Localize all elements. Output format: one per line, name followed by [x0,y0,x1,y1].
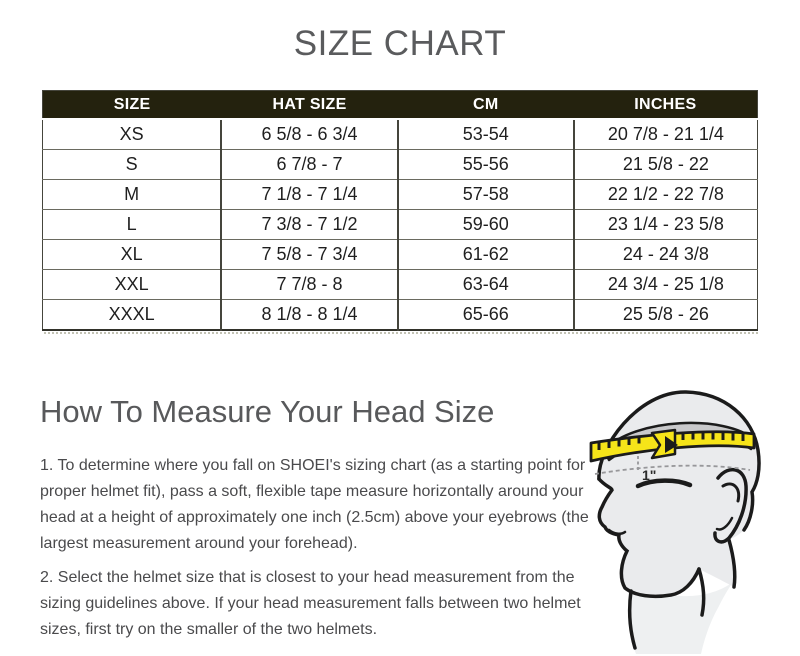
table-row [43,210,758,240]
head-measurement-illustration [583,388,800,656]
column-header: HAT SIZE [221,91,398,120]
measure-heading: How To Measure Your Head Size [40,394,495,429]
table-cell: 8 1/8 - 8 1/4 [221,300,398,331]
table-cell: 20 7/8 - 21 1/4 [574,119,758,150]
table-row [43,240,758,270]
table-cell: 65-66 [398,300,574,331]
measure-step-2: 2. Select the helmet size that is closest to your head measurement from the sizing guidelines above. If your head measurement falls between two helmet sizes, first try on the smaller of the two helmets. [40,569,581,638]
table-cell: XXL [43,270,222,300]
table-cell: 63-64 [398,270,574,300]
table-cell: 55-56 [398,150,574,180]
column-header: CM [398,91,574,120]
table-cell: 24 3/4 - 25 1/8 [574,270,758,300]
table-cell: 6 5/8 - 6 3/4 [221,119,398,150]
table-cell: L [43,210,222,240]
table-cell: 59-60 [398,210,574,240]
table-cell: 7 5/8 - 7 3/4 [221,240,398,270]
table-cell: 24 - 24 3/8 [574,240,758,270]
table-cell: 61-62 [398,240,574,270]
measure-step-1: 1. To determine where you fall on SHOEI's sizing chart (as a starting point for proper helmet fit), pass a soft, flexible tape measure horizontally around your head at a height of approximately one inch (2.5cm) above your eyebrows (the largest measurement around your forehead). [40,457,589,552]
table-cell: 23 1/4 - 23 5/8 [574,210,758,240]
table-body [43,119,758,330]
page-title: SIZE CHART [293,24,507,63]
table-cell: 25 5/8 - 26 [574,300,758,331]
table-row [43,300,758,331]
table-row [43,150,758,180]
table-cell: XS [43,119,222,150]
table-cell: 22 1/2 - 22 7/8 [574,180,758,210]
table-cell: M [43,180,222,210]
table-row [43,119,758,150]
table-cell: 21 5/8 - 22 [574,150,758,180]
size-chart-table [42,90,758,331]
table-row [43,180,758,210]
table-cell: S [43,150,222,180]
table-bottom-dashed-line [44,332,758,334]
table-row [43,270,758,300]
table-cell: 53-54 [398,119,574,150]
table-cell: 7 1/8 - 7 1/4 [221,180,398,210]
column-header: INCHES [574,91,758,120]
table-cell: XXXL [43,300,222,331]
table-header-row [43,91,758,120]
one-inch-label: 1" [642,467,657,483]
column-header: SIZE [43,91,222,120]
table-cell: 7 7/8 - 8 [221,270,398,300]
table-cell: 6 7/8 - 7 [221,150,398,180]
table-cell: 57-58 [398,180,574,210]
table-cell: XL [43,240,222,270]
table-cell: 7 3/8 - 7 1/2 [221,210,398,240]
